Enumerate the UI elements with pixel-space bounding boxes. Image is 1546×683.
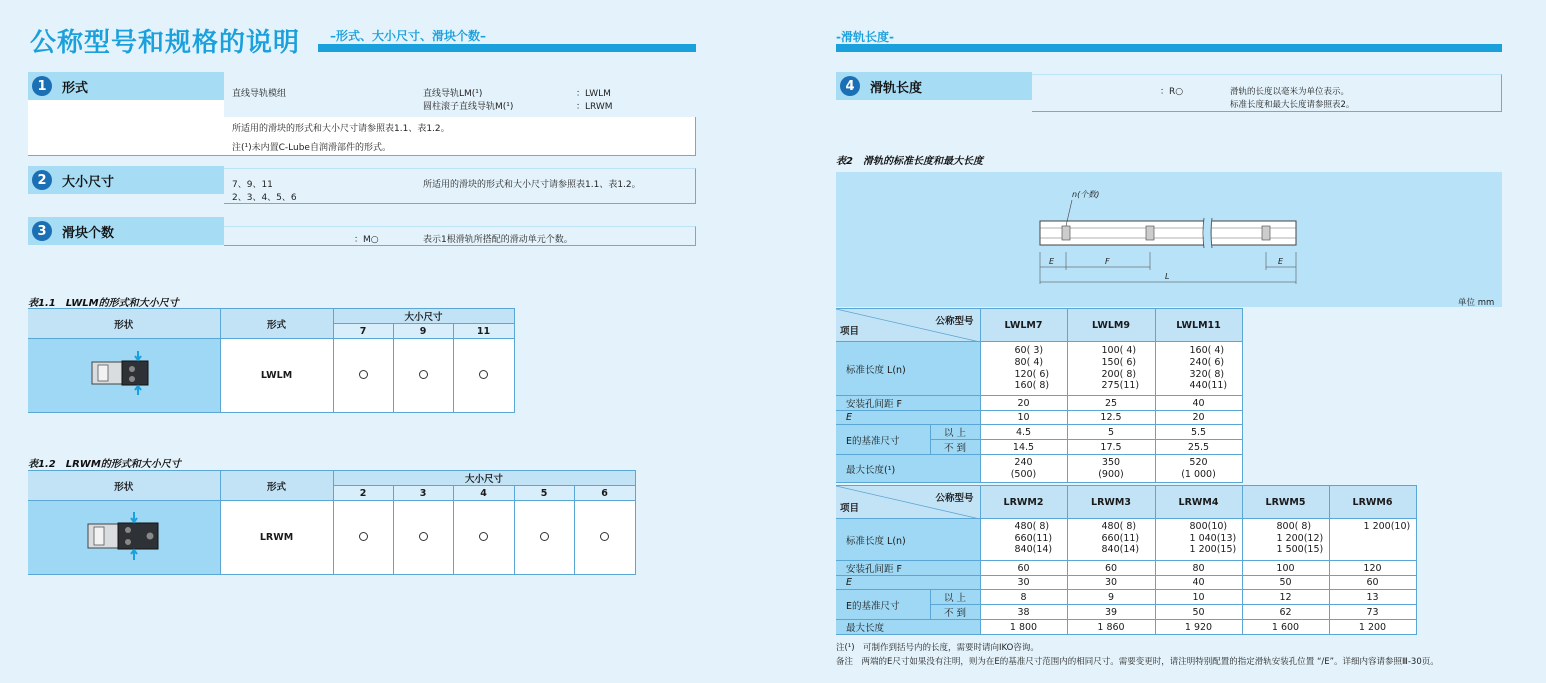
page-subtitle: –形式、大小尺寸、滑块个数–: [330, 29, 487, 43]
rail-diagram: [836, 172, 1502, 307]
section-1-header: [28, 72, 224, 100]
s1-col3a: ：LWLM: [576, 89, 611, 99]
diagram-f: F: [1105, 257, 1110, 266]
e-value: 10: [980, 411, 1067, 425]
s4-note2: 标准长度和最大长度请参照表2。: [1230, 100, 1355, 110]
th-item: 项目: [840, 326, 860, 337]
table-1-1-caption: 表1.1 LWLM的形式和大小尺寸: [28, 298, 179, 309]
s4-note1: 滑轨的长度以毫米为单位表示。: [1230, 87, 1350, 97]
e-value: 60: [1329, 576, 1416, 590]
th-model-name: LWLM11: [1155, 309, 1242, 342]
mark-cell: [393, 501, 453, 575]
th-model-name: LWLM9: [1067, 309, 1155, 342]
available-mark: [359, 532, 368, 541]
th-model: 公称型号: [935, 316, 974, 327]
std-length: 1 200(10): [1329, 519, 1416, 561]
table-2-lrwm: [836, 485, 1417, 635]
max-length: 520 (1 000): [1155, 455, 1242, 483]
th-size: 大小尺寸: [333, 309, 514, 324]
e-below: 62: [1242, 605, 1329, 620]
diagram-e-left: E: [1049, 257, 1055, 266]
section-number: 3: [32, 221, 52, 241]
row-label: 标准长度 L(n): [836, 519, 980, 561]
e-above: 13: [1329, 590, 1416, 605]
std-length: 480( 8) 660(11) 840(14): [1067, 519, 1155, 561]
pitch: 20: [980, 396, 1067, 411]
available-mark: [359, 370, 368, 379]
th-size-value: 6: [574, 486, 635, 501]
section-2-header: [28, 166, 224, 194]
available-mark: [419, 532, 428, 541]
th-shape: 形状: [28, 471, 220, 501]
available-mark: [479, 532, 488, 541]
th-model-item: [836, 309, 980, 342]
th-model-name: LRWM3: [1067, 486, 1155, 519]
row-label: 最大长度(¹): [836, 455, 980, 483]
available-mark: [540, 532, 549, 541]
section-number: 2: [32, 170, 52, 190]
th-size-value: 9: [393, 324, 453, 339]
row-label: E的基准尺寸: [836, 590, 930, 620]
available-mark: [419, 370, 428, 379]
diagram-n-label: n(个数): [1072, 190, 1100, 199]
th-size-value: 5: [514, 486, 574, 501]
s1-col3b: ：LRWM: [576, 102, 613, 112]
e-below: 25.5: [1155, 440, 1242, 455]
e-value: 12.5: [1067, 411, 1155, 425]
section-label: 形式: [62, 80, 89, 96]
lrwm-type: LRWM: [220, 501, 333, 575]
e-above: 10: [1155, 590, 1242, 605]
s1-col1: 直线导轨模组: [232, 89, 287, 99]
lrwm-block-illustration: [82, 510, 166, 562]
e-above: 4.5: [980, 425, 1067, 440]
th-model-name: LRWM5: [1242, 486, 1329, 519]
th-size: 大小尺寸: [333, 471, 635, 486]
lwlm-type: LWLM: [220, 339, 333, 413]
s3-note: 表示1根滑轨所搭配的滑动单元个数。: [423, 235, 573, 245]
e-below: 73: [1329, 605, 1416, 620]
mark-cell: [574, 501, 635, 575]
row-label: 安装孔间距 F: [836, 561, 980, 576]
mark-cell: [514, 501, 574, 575]
th-model-name: LRWM6: [1329, 486, 1416, 519]
th-type: 形式: [220, 309, 333, 339]
row-sublabel: 不 到: [930, 440, 980, 455]
diagram-e-right: E: [1278, 257, 1284, 266]
section-3-header: [28, 217, 224, 245]
pitch: 60: [1067, 561, 1155, 576]
pitch: 25: [1067, 396, 1155, 411]
unit-label: 单位 mm: [1458, 298, 1495, 308]
mark-cell: [393, 339, 453, 413]
e-above: 9: [1067, 590, 1155, 605]
title-bar: [318, 44, 696, 52]
max-length: 1 600: [1242, 620, 1329, 635]
e-value: 20: [1155, 411, 1242, 425]
row-label: E: [836, 576, 980, 590]
table-2-caption: 表2 滑轨的标准长度和最大长度: [836, 156, 983, 167]
row-sublabel: 不 到: [930, 605, 980, 620]
section-label: 滑轨长度: [870, 80, 923, 96]
row-label: 标准长度 L(n): [836, 342, 980, 396]
lwlm-shape-cell: [28, 339, 220, 413]
e-below: 50: [1155, 605, 1242, 620]
th-model-item: [836, 486, 980, 519]
std-length: 800( 8) 1 200(12) 1 500(15): [1242, 519, 1329, 561]
table-1-1: [28, 308, 515, 413]
pitch: 100: [1242, 561, 1329, 576]
th-size-value: 4: [453, 486, 514, 501]
mark-cell: [333, 501, 393, 575]
row-label: E的基准尺寸: [836, 425, 930, 455]
th-model-name: LRWM2: [980, 486, 1067, 519]
mark-cell: [453, 501, 514, 575]
e-value: 30: [980, 576, 1067, 590]
e-value: 30: [1067, 576, 1155, 590]
e-below: 38: [980, 605, 1067, 620]
th-item: 项目: [840, 503, 860, 514]
std-length: 60( 3) 80( 4) 120( 6) 160( 8): [980, 342, 1067, 396]
th-model-name: LRWM4: [1155, 486, 1242, 519]
footnote-2: 备注 两端的E尺寸如果没有注明，则为在E的基准尺寸范围内的相同尺寸。需要变更时，请注明特别配置的指定滑轨安装孔位置 “/E”。详细内容请参照Ⅲ-30页。: [836, 657, 1439, 667]
row-sublabel: 以 上: [930, 590, 980, 605]
pitch: 120: [1329, 561, 1416, 576]
lwlm-block-illustration: [84, 349, 164, 399]
s1-col2a: 直线导轨LM(¹): [423, 89, 483, 99]
e-above: 12: [1242, 590, 1329, 605]
th-type: 形式: [220, 471, 333, 501]
e-above: 5.5: [1155, 425, 1242, 440]
pitch: 80: [1155, 561, 1242, 576]
max-length: 1 800: [980, 620, 1067, 635]
pitch: 40: [1155, 396, 1242, 411]
diagram-l: L: [1165, 272, 1170, 281]
max-length: 1 860: [1067, 620, 1155, 635]
lrwm-shape-cell: [28, 501, 220, 575]
row-label: 最大长度: [836, 620, 980, 635]
mark-cell: [333, 339, 393, 413]
e-below: 14.5: [980, 440, 1067, 455]
section-number: 1: [32, 76, 52, 96]
std-length: 160( 4) 240( 6) 320( 8) 440(11): [1155, 342, 1242, 396]
section-label: 滑块个数: [62, 225, 115, 241]
footnote-1: 注(¹) 可制作到括号内的长度，需要时请向IKO咨询。: [836, 643, 1039, 653]
s1-note1: 所适用的滑块的形式和大小尺寸请参照表1.1、表1.2。: [232, 124, 450, 134]
row-label: E: [836, 411, 980, 425]
e-above: 8: [980, 590, 1067, 605]
row-sublabel: 以 上: [930, 425, 980, 440]
std-length: 100( 4) 150( 6) 200( 8) 275(11): [1067, 342, 1155, 396]
max-length: 240 (500): [980, 455, 1067, 483]
table-1-2-caption: 表1.2 LRWM的形式和大小尺寸: [28, 459, 181, 470]
mark-cell: [453, 339, 514, 413]
page-title: 公称型号和规格的说明: [30, 28, 301, 58]
s2-line2: 2、3、4、5、6: [232, 193, 297, 203]
th-size-value: 3: [393, 486, 453, 501]
pitch: 60: [980, 561, 1067, 576]
th-size-value: 7: [333, 324, 393, 339]
available-mark: [479, 370, 488, 379]
right-page-title: -滑轨长度-: [836, 30, 894, 44]
e-value: 40: [1155, 576, 1242, 590]
std-length: 800(10) 1 040(13) 1 200(15): [1155, 519, 1242, 561]
th-shape: 形状: [28, 309, 220, 339]
th-model: 公称型号: [935, 493, 974, 504]
th-size-value: 2: [333, 486, 393, 501]
e-value: 50: [1242, 576, 1329, 590]
e-above: 5: [1067, 425, 1155, 440]
row-label: 安装孔间距 F: [836, 396, 980, 411]
rail-diagram-area: [836, 172, 1502, 307]
max-length: 1 200: [1329, 620, 1416, 635]
available-mark: [600, 532, 609, 541]
std-length: 480( 8) 660(11) 840(14): [980, 519, 1067, 561]
section-number: 4: [840, 76, 860, 96]
section-label: 大小尺寸: [62, 174, 115, 190]
s1-note2: 注(¹)未内置C-Lube自润滑部件的形式。: [232, 143, 391, 153]
section-4-header: [836, 72, 1032, 100]
s1-col2b: 圆柱滚子直线导轨M(¹): [423, 102, 514, 112]
max-length: 350 (900): [1067, 455, 1155, 483]
right-title-bar: [836, 44, 1502, 52]
s3-code: ：M○: [354, 235, 379, 245]
e-below: 39: [1067, 605, 1155, 620]
s2-note: 所适用的滑块的形式和大小尺寸请参照表1.1、表1.2。: [423, 180, 641, 190]
s4-code: ：R○: [1160, 87, 1184, 97]
max-length: 1 920: [1155, 620, 1242, 635]
table-2-lwlm: [836, 308, 1243, 483]
e-below: 17.5: [1067, 440, 1155, 455]
th-model-name: LWLM7: [980, 309, 1067, 342]
s2-line1: 7、9、11: [232, 180, 273, 190]
th-size-value: 11: [453, 324, 514, 339]
table-1-2: [28, 470, 636, 575]
